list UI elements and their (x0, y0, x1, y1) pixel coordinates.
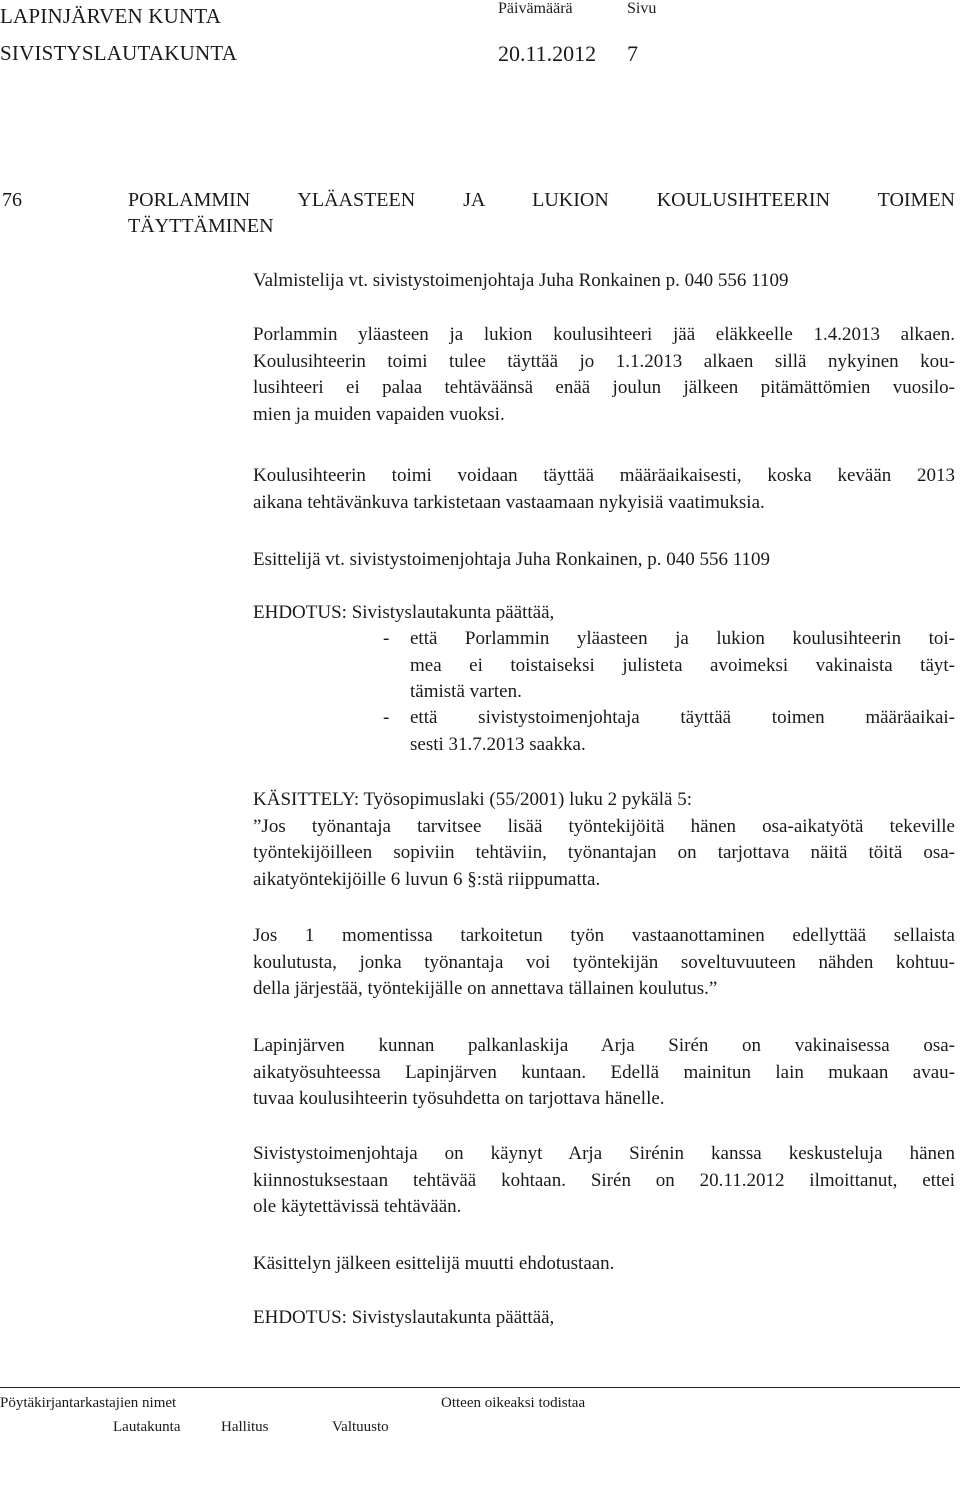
text-line: työntekijöilleen sopiviin tehtäviin, työnantajan on tarjottava näitä töitä osa- (253, 842, 955, 863)
footer-divider (0, 1387, 960, 1388)
section-title-line1 (128, 189, 955, 212)
section-title-text: PORLAMMIN YLÄASTEEN JA LUKION KOULUSIHTEERIN TOIMEN (128, 189, 955, 211)
text-line: Porlammin yläasteen ja lukion koulusihteeri jää eläkkeelle 1.4.2013 alkaen. (253, 324, 955, 345)
paragraph-fixed-term (253, 463, 955, 516)
presenter-line: Esittelijä vt. sivistystoimenjohtaja Juha Ronkainen, p. 040 556 1109 (253, 549, 770, 570)
text-line: tuvaa koulusihteerin työsuhdetta on tarjottava hänelle. (253, 1088, 665, 1109)
meeting-date: 20.11.2012 (498, 41, 597, 66)
footer-col-valtuusto: Valtuusto (332, 1419, 389, 1435)
text-line: Jos 1 momentissa tarkoitetun työn vastaanottaminen edellyttää sellaista (253, 925, 955, 946)
list-dash: - (383, 628, 390, 649)
text-line: aikatyösuhteessa Lapinjärven kuntaan. Edellä mainitun lain mukaan avau- (253, 1061, 955, 1083)
proposal-heading-2: EHDOTUS: Sivistyslautakunta päättää, (253, 1307, 555, 1328)
certified-label: Otteen oikeaksi todistaa (441, 1395, 586, 1411)
text-line: aikana tehtävänkuva tarkistetaan vastaamaan nykyisiä vaatimuksia. (253, 491, 765, 513)
text-line: että sivistystoimenjohtaja täyttää toimen määräaikai- (410, 707, 955, 728)
text-line: ”Jos työnantaja tarvitsee lisää työntekijöitä hänen osa-aikatyötä tekeville (253, 815, 955, 837)
preparer-line: Valmistelija vt. sivistystoimenjohtaja Juha Ronkainen p. 040 556 1109 (253, 270, 789, 291)
text-line: mien ja muiden vapaiden vuoksi. (253, 403, 505, 425)
committee-name: SIVISTYSLAUTAKUNTA (0, 41, 238, 65)
proposal-item-2 (410, 705, 955, 758)
paragraph-retirement (253, 322, 955, 428)
section-title-line2: TÄYTTÄMINEN (128, 215, 274, 237)
proposal-heading-1: EHDOTUS: Sivistyslautakunta päättää, (253, 602, 555, 623)
paragraph-proposal-changed: Käsittelyn jälkeen esittelijä muutti ehdotustaan. (253, 1253, 615, 1274)
checkers-label: Pöytäkirjantarkastajien nimet (0, 1395, 177, 1411)
text-line: Sivistystoimenjohtaja on käynyt Arja Sirénin kanssa keskusteluja hänen (253, 1143, 955, 1164)
text-line: että Porlammin yläasteen ja lukion koulusihteerin toi- (410, 628, 955, 649)
text-line: mea ei toistaiseksi julisteta avoimeksi vakinaista täyt- (410, 654, 955, 676)
text-line: Koulusihteerin toimi tulee täyttää jo 1.1.2013 alkaen sillä nykyinen kou- (253, 350, 955, 372)
text-line: koulutusta, jonka työnantaja voi työntekijän soveltuvuuteen nähden kohtuu- (253, 951, 955, 973)
text-line: lusihteeri ei palaa tehtäväänsä enää joulun jälkeen pitämättömien vuosilo- (253, 377, 955, 398)
footer-col-hallitus: Hallitus (221, 1419, 269, 1435)
text-line: tämistä varten. (410, 681, 522, 702)
text-line: kiinnostuksestaan tehtävää kohtaan. Sirén on 20.11.2012 ilmoittanut, ettei (253, 1169, 955, 1191)
page-number: 7 (627, 41, 638, 66)
paragraph-processing (253, 787, 955, 893)
paragraph-discussion (253, 1141, 955, 1221)
organization-name: LAPINJÄRVEN KUNTA (0, 4, 222, 28)
text-line: ole käytettävissä tehtävään. (253, 1196, 462, 1217)
date-label: Päivämäärä (498, 0, 573, 17)
footer-col-lautakunta: Lautakunta (113, 1419, 181, 1435)
page-label: Sivu (627, 0, 657, 17)
proposal-item-1 (410, 626, 955, 706)
text-line: della järjestää, työntekijälle on annettava tällainen koulutus.” (253, 978, 718, 999)
paragraph-training (253, 923, 955, 1003)
text-line: Koulusihteerin toimi voidaan täyttää määräaikaisesti, koska kevään 2013 (253, 465, 955, 486)
text-line: Lapinjärven kunnan palkanlaskija Arja Sirén on vakinaisessa osa- (253, 1035, 955, 1056)
list-dash: - (383, 707, 390, 728)
text-line: aikatyöntekijöille 6 luvun 6 §:stä riippumatta. (253, 868, 601, 890)
text-line: KÄSITTELY: Työsopimuslaki (55/2001) luku 2 pykälä 5: (253, 789, 693, 810)
text-line: sesti 31.7.2013 saakka. (410, 733, 586, 755)
paragraph-payroll (253, 1033, 955, 1113)
section-number: 76 (2, 189, 22, 211)
